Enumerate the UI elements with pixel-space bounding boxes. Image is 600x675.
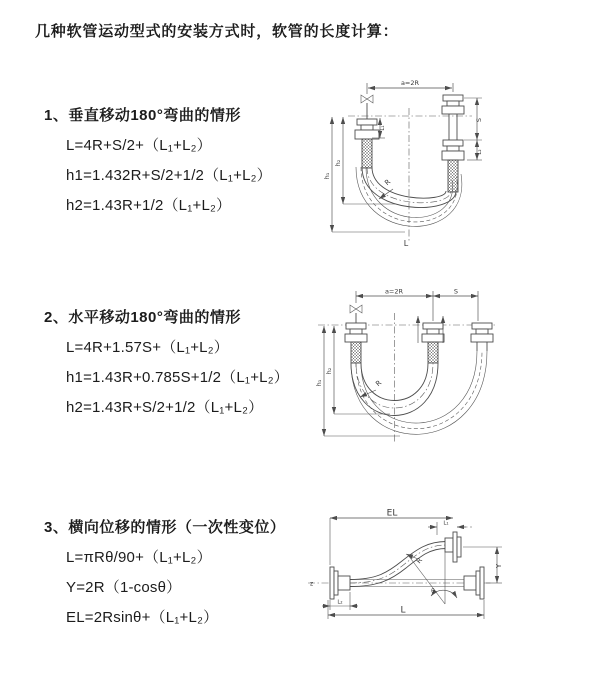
hose-braid <box>448 160 458 192</box>
section-2-heading: 2、水平移动180°弯曲的情形 <box>44 309 241 326</box>
valve-icon <box>361 95 373 119</box>
length-label: L <box>403 239 409 248</box>
radius-callout <box>379 178 393 199</box>
s-label: S <box>475 117 483 123</box>
diagram-1-svg <box>310 75 600 255</box>
diagram-2-svg <box>310 285 600 470</box>
l2-dimension <box>467 140 483 160</box>
h1-label: h₁ <box>315 379 323 387</box>
top-span-dimension <box>356 288 478 322</box>
middle-flange-fitting <box>422 323 444 363</box>
section-2-formula-h2: h2=1.43R+S/2+1/2（L₁+L₂） <box>66 399 264 416</box>
right-flange-fitting-upper <box>442 95 464 140</box>
z-break-mark: z <box>310 580 314 588</box>
radius-callout <box>360 379 383 397</box>
radius-label: R <box>374 378 384 389</box>
u-bend-hose-position-2 <box>351 351 487 434</box>
left-flange-fitting <box>355 119 379 168</box>
l2-label: L₂ <box>337 599 343 606</box>
l1-dimension <box>428 521 472 536</box>
h1-label: h₁ <box>323 172 331 180</box>
left-flange-fitting <box>330 567 350 599</box>
theta-label: θ <box>431 588 435 595</box>
section-3-formula-EL: EL=2Rsinθ+（L₁+L₂） <box>66 609 219 626</box>
section-3-formula-Y: Y=2R（1-cosθ） <box>66 579 182 596</box>
upper-flange-fitting-displaced <box>445 532 461 562</box>
section-2-formula-L: L=4R+1.57S+（L₁+L₂） <box>66 339 229 356</box>
section-1-formula-h1: h1=1.432R+S/2+1/2（L₁+L₂） <box>66 167 272 184</box>
section-1-formula-L: L=4R+S/2+（L₁+L₂） <box>66 137 212 154</box>
hose-braid <box>351 342 361 363</box>
y-label: Y <box>495 563 503 569</box>
right-flange-fitting <box>471 323 493 351</box>
l-dimension <box>328 600 484 619</box>
el-dimension <box>330 509 453 566</box>
hose-braid <box>362 139 372 168</box>
diagram-2-horizontal-move <box>310 285 600 475</box>
radius-construction <box>406 552 457 604</box>
l2-dimension <box>322 592 358 610</box>
l1-label: L₁ <box>380 125 386 131</box>
l1-label: L₁ <box>443 520 449 527</box>
valve-icon <box>350 305 362 323</box>
length-label: L <box>400 605 406 616</box>
span-label: a=2R <box>400 79 420 87</box>
diagram-1-vertical-move <box>310 75 600 260</box>
section-3-heading: 3、横向位移的情形（一次性变位） <box>44 519 286 536</box>
el-label: EL <box>386 508 398 519</box>
l2-label: L₂ <box>477 149 483 155</box>
diagram-3-svg <box>300 505 600 650</box>
section-2-formula-h1: h1=1.43R+0.785S+1/2（L₁+L₂） <box>66 369 289 386</box>
page-title: 几种软管运动型式的安装方式时，软管的长度计算： <box>35 23 399 40</box>
left-flange-fitting <box>345 323 367 363</box>
section-1-formula-h2: h2=1.43R+1/2（L₁+L₂） <box>66 197 232 214</box>
h2-label: h₂ <box>334 159 342 167</box>
h2-label: h₂ <box>325 367 333 375</box>
s-dimension <box>464 98 483 140</box>
centerlines <box>318 313 495 443</box>
radius-label: R <box>383 177 393 188</box>
right-flange-fitting-original <box>464 567 484 599</box>
radius-label: R <box>414 556 425 566</box>
hose-braid <box>428 342 438 363</box>
diagram-3-lateral-displacement <box>300 505 600 655</box>
section-3-formula-L: L=πRθ/90+（L₁+L₂） <box>66 549 212 566</box>
span-label: a=2R <box>384 287 404 296</box>
right-flange-fitting-lower <box>442 140 464 192</box>
top-span-dimension <box>367 79 453 94</box>
s-label: S <box>453 287 459 296</box>
section-1-heading: 1、垂直移动180°弯曲的情形 <box>44 107 241 124</box>
